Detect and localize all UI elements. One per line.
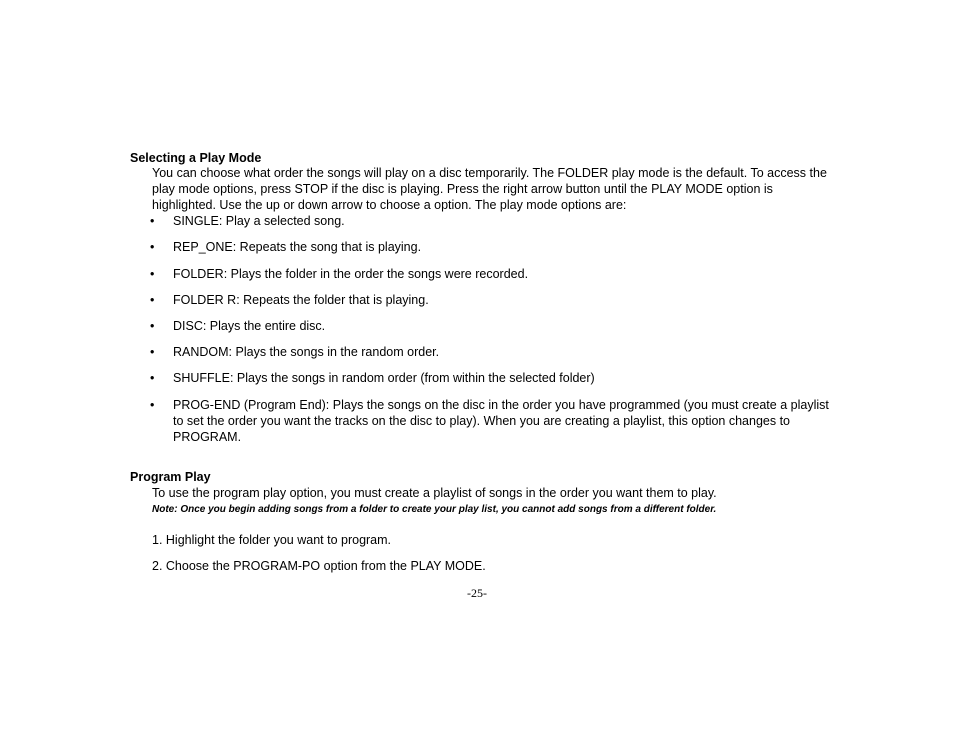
list-item-text: RANDOM: Plays the songs in the random order. <box>173 345 440 359</box>
bullet-icon: • <box>150 371 155 385</box>
list-item <box>150 318 830 334</box>
list-item <box>150 213 830 229</box>
list-item-text: SHUFFLE: Plays the songs in random order (from within the selected folder) <box>173 371 595 385</box>
bullet-icon: • <box>150 293 155 307</box>
list-item <box>150 344 830 360</box>
page-number: -25- <box>467 586 487 600</box>
list-item <box>150 370 830 386</box>
list-item-text: FOLDER: Plays the folder in the order the songs were recorded. <box>173 267 529 281</box>
bullet-icon: • <box>150 319 155 333</box>
bullet-icon: • <box>150 240 155 254</box>
section-heading-play-mode: Selecting a Play Mode <box>130 151 262 165</box>
section-heading-program-play: Program Play <box>130 470 211 484</box>
program-play-note: Note: Once you begin adding songs from a folder to create your play list, you cannot add songs from a different folder. <box>152 504 717 515</box>
list-item <box>150 292 830 308</box>
list-item <box>150 266 830 282</box>
step-item: 2. Choose the PROGRAM-PO option from the PLAY MODE. <box>152 559 486 573</box>
list-item-text: REP_ONE: Repeats the song that is playing. <box>173 240 422 254</box>
bullet-icon: • <box>150 398 155 412</box>
list-item-text: PROG-END (Program End): Plays the songs on the disc in the order you have programmed (you must create a playlist to set the order you want the tracks on the disc to play). When you are creating a playlist, this option changes to PROGRAM. <box>173 398 829 444</box>
bullet-icon: • <box>150 267 155 281</box>
program-play-intro: To use the program play option, you must create a playlist of songs in the order you want them to play. <box>152 486 717 500</box>
bullet-icon: • <box>150 345 155 359</box>
list-item-text: FOLDER R: Repeats the folder that is playing. <box>173 293 429 307</box>
step-item: 1. Highlight the folder you want to program. <box>152 533 392 547</box>
list-item <box>150 239 830 255</box>
list-item <box>150 397 830 445</box>
bullet-icon: • <box>150 214 155 228</box>
play-mode-intro: You can choose what order the songs will play on a disc temporarily. The FOLDER play mode is the default. To access the play mode options, press STOP if the disc is playing. Press the right arrow button until the PLAY MODE option is highlighted. Use the up or down arrow to choose a option. The play mode options are: <box>152 166 827 212</box>
list-item-text: DISC: Plays the entire disc. <box>173 319 326 333</box>
list-item-text: SINGLE: Play a selected song. <box>173 214 345 228</box>
